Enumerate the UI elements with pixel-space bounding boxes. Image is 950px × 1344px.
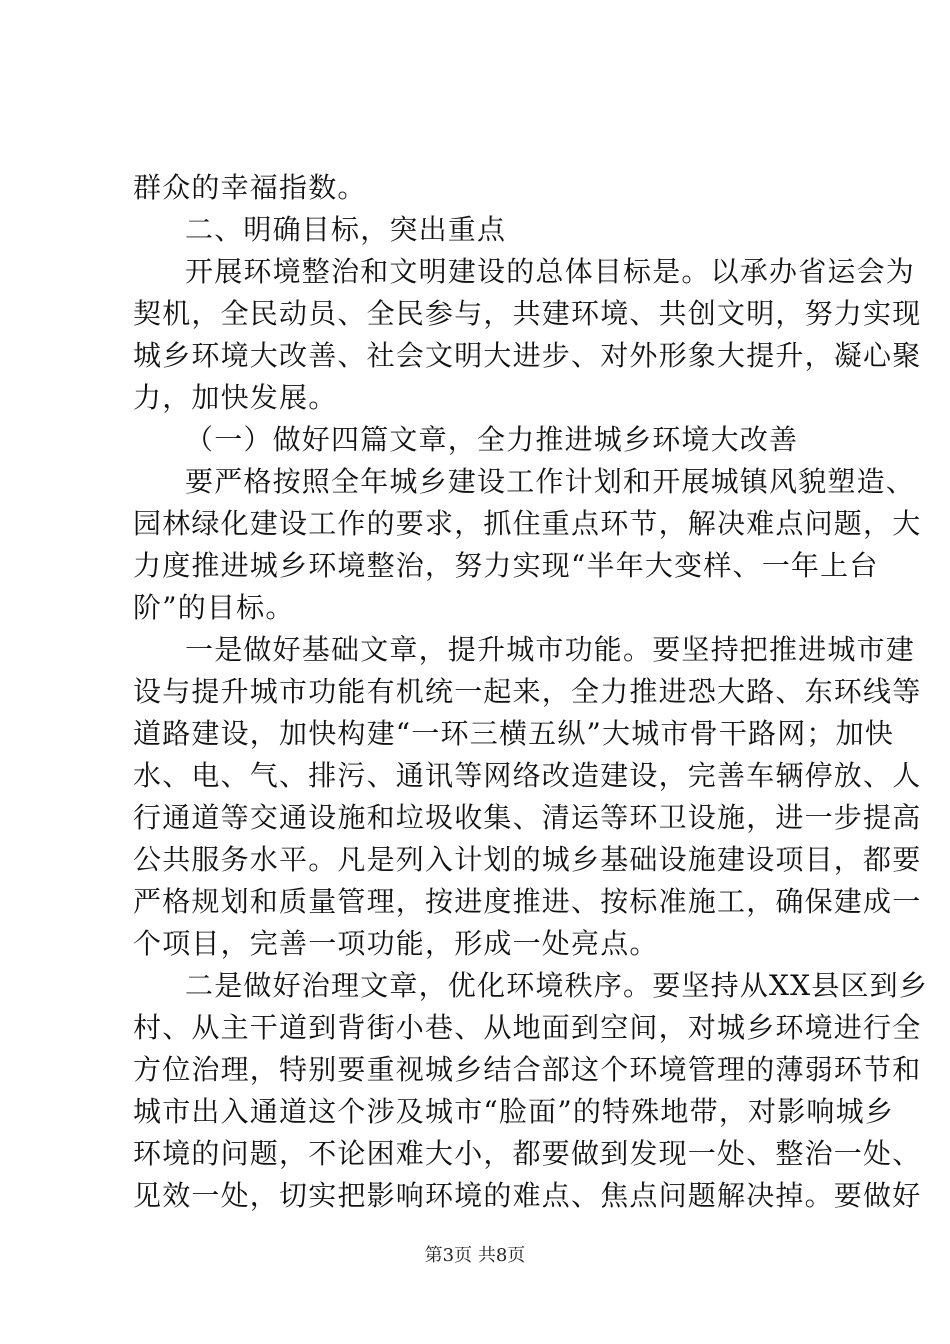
text-line: 公共服务水平。凡是列入计划的城乡基础设施建设项目，都要 — [133, 843, 922, 876]
text-line: 开展环境整治和文明建设的总体目标是。以承办省运会为 — [185, 255, 916, 288]
text-line: 阶”的目标。 — [133, 591, 295, 624]
section-heading: 二、明确目标，突出重点 — [185, 213, 507, 246]
text-line: 群众的幸福指数。 — [133, 171, 367, 204]
text-line: 方位治理，特别要重视城乡结合部这个环境管理的薄弱环节和 — [133, 1053, 922, 1086]
text-line: 设与提升城市功能有机统一起来，全力推进恐大路、东环线等 — [133, 675, 922, 708]
text-line: 要严格按照全年城乡建设工作计划和开展城镇风貌塑造、 — [185, 465, 916, 498]
text-line: 严格规划和质量管理，按进度推进、按标准施工，确保建成一 — [133, 885, 922, 918]
text-line: 一是做好基础文章，提升城市功能。要坚持把推进城市建 — [185, 633, 916, 666]
text-line: 力，加快发展。 — [133, 381, 338, 414]
text-line: 城市出入通道这个涉及城市“脸面”的特殊地带，对影响城乡 — [133, 1095, 895, 1128]
text-line: 道路建设，加快构建“一环三横五纵”大城市骨干路网；加快 — [133, 717, 895, 750]
text-line: 契机，全民动员、全民参与，共建环境、共创文明，努力实现 — [133, 297, 922, 330]
text-line: 二是做好治理文章，优化环境秩序。要坚持从XX县区到乡 — [185, 969, 929, 1002]
subsection-heading: （一）做好四篇文章，全力推进城乡环境大改善 — [185, 423, 799, 456]
text-line: 园林绿化建设工作的要求，抓住重点环节，解决难点问题，大 — [133, 507, 922, 540]
text-line: 个项目，完善一项功能，形成一处亮点。 — [133, 927, 659, 960]
text-line: 见效一处，切实把影响环境的难点、焦点问题解决掉。要做好 — [133, 1179, 922, 1212]
text-line: 力度推进城乡环境整治，努力实现“半年大变样、一年上台 — [133, 549, 879, 582]
text-line: 城乡环境大改善、社会文明大进步、对外形象大提升，凝心聚 — [133, 339, 922, 372]
text-line: 行通道等交通设施和垃圾收集、清运等环卫设施，进一步提高 — [133, 801, 922, 834]
text-line: 水、电、气、排污、通讯等网络改造建设，完善车辆停放、人 — [133, 759, 922, 792]
text-line: 村、从主干道到背街小巷、从地面到空间，对城乡环境进行全 — [133, 1011, 922, 1044]
page-footer: 第3页 共8页 — [424, 1245, 526, 1266]
text-line: 环境的问题，不论困难大小，都要做到发现一处、整治一处、 — [133, 1137, 922, 1170]
